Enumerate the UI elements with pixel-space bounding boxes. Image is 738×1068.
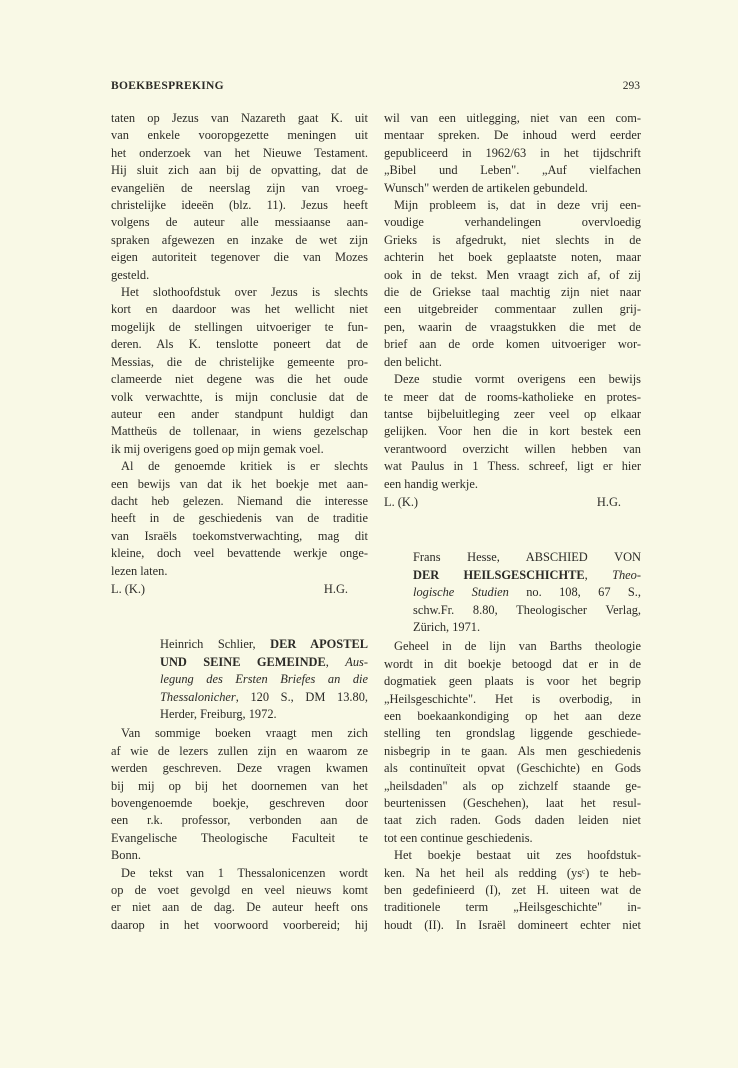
review-signature xyxy=(384,494,641,511)
text-line: deren. Als K. tenslotte poneert dat de xyxy=(111,337,368,352)
text-line: het onderzoek van het Nieuwe Testament. xyxy=(111,145,368,160)
text-line: „Bibel und Leben". „Auf vielfachen xyxy=(384,163,641,178)
citation-line xyxy=(413,584,641,601)
citation-text: schw.Fr. 8.80, Theologischer Verlag, xyxy=(413,602,641,617)
text-line: een r.k. professor, verbonden aan de xyxy=(111,813,368,828)
citation-text: Frans Hesse, ABSCHIED VON xyxy=(413,550,641,565)
text-line: christelijke ideeën (blz. 11). Jezus heeft xyxy=(111,198,368,213)
text-line: gelijken. Voor hen die in kort bestek een xyxy=(384,424,641,439)
text-line: voudige verhandelingen overvloedig xyxy=(384,215,641,230)
paragraph xyxy=(111,110,368,284)
text-line: Evangelische Theologische Faculteit te xyxy=(111,830,368,845)
citation-line xyxy=(413,619,641,636)
paragraph xyxy=(384,110,641,197)
paragraph xyxy=(111,458,368,580)
text-line: houdt (II). In Israël domineert echter niet xyxy=(384,917,641,932)
text-line: De tekst van 1 Thessalonicenzen wordt xyxy=(121,865,368,880)
citation-subtitle: logische Studien xyxy=(413,585,509,600)
text-line: Grieks is afgedrukt, niet slechts in de xyxy=(384,232,641,247)
text-line: Van sommige boeken vraagt men zich xyxy=(121,726,368,741)
text-line: gepubliceerd in 1962/63 in het tijdschrift xyxy=(384,145,641,160)
citation-line xyxy=(160,654,368,671)
text-line: Messias, die de christelijke gemeente pro- xyxy=(111,354,368,369)
citation-line xyxy=(160,706,368,723)
citation-line xyxy=(413,567,641,584)
text-line: daarop in het voorwoord voorbereid; hij xyxy=(111,917,368,932)
text-line: van enkele vooropgezette meningen uit xyxy=(111,128,368,143)
citation-subtitle: Theo- xyxy=(612,567,641,582)
text-line: taat zich raden. Gods daden leiden niet xyxy=(384,813,641,828)
text-line: evangeliën de neerslag zijn van vroeg- xyxy=(111,180,368,195)
text-line: nisbegrip in te gaan. Als men geschiedenis xyxy=(384,743,641,758)
text-line: Wunsch" werden de artikelen gebundeld. xyxy=(384,180,588,195)
text-line: „Heilsgeschichte". Het is overbodig, in xyxy=(384,691,641,706)
page-number: 293 xyxy=(622,80,640,92)
text-line: Het boekje bestaat uit zes hoofdstuk- xyxy=(394,848,641,863)
paragraph xyxy=(384,638,641,847)
text-line: volk verwachtte, is mijn conclusie dat de xyxy=(111,389,368,404)
running-header xyxy=(111,80,640,96)
citation-line xyxy=(160,689,368,706)
citation-line xyxy=(413,602,641,619)
text-line: van Israëls toekomstverwachting, mag dit xyxy=(111,528,368,543)
text-line: ik mij overigens goed op mijn gemak voel. xyxy=(111,441,324,456)
paragraph xyxy=(384,847,641,934)
text-line: lezen laten. xyxy=(111,563,168,578)
book-citation-heading xyxy=(413,549,641,636)
text-line: kort en daardoor was het wellicht niet xyxy=(111,302,368,317)
text-line: ook in de tekst. Men vraagt zich af, of zij xyxy=(384,267,641,282)
review-signature xyxy=(111,581,368,598)
citation-title: DER HEILSGESCHICHTE xyxy=(413,567,585,582)
text-line: Het slothoofdstuk over Jezus is slechts xyxy=(121,285,368,300)
citation-line xyxy=(160,671,368,688)
reviewed-by-initials: L. (K.) xyxy=(111,581,146,596)
text-line: die de Griekse taal machtig zijn niet naar xyxy=(384,285,641,300)
text-line: den belicht. xyxy=(384,354,442,369)
citation-text: Herder, Freiburg, 1972. xyxy=(160,707,277,721)
citation-subtitle: Aus- xyxy=(345,654,368,669)
right-column xyxy=(384,110,641,934)
text-line: dacht heb gelezen. Niemand die interesse xyxy=(111,493,368,508)
paragraph xyxy=(111,725,368,864)
text-line: Mattheüs de tollenaar, in wiens gezelschap xyxy=(111,424,368,439)
citation-text: , 120 S., DM 13.80, xyxy=(235,689,368,704)
text-line: ken. Na het heil als redding (ysᶜ) te heb- xyxy=(384,865,641,880)
text-line: Mijn probleem is, dat in deze vrij een- xyxy=(394,198,641,213)
text-line: te meer dat de rooms-katholieke en protes- xyxy=(384,389,641,404)
citation-title: UND SEINE GEMEINDE xyxy=(160,654,326,669)
text-line: als continuïteit opvat (Geschichte) en Gods xyxy=(384,761,641,776)
text-line: werden geschreven. Deze vragen kwamen xyxy=(111,761,368,776)
reviewer-initials: H.G. xyxy=(596,494,621,509)
text-line: eigen autoriteit tegenover die van Mozes xyxy=(111,250,368,265)
text-line: achterin het boek geplaatste noten, maar xyxy=(384,250,641,265)
text-line: tot een continue geschiedenis. xyxy=(384,830,533,845)
citation-text: Zürich, 1971. xyxy=(413,619,481,634)
text-line: een bewijs van dat ik het boekje met aan- xyxy=(111,476,368,491)
left-column xyxy=(111,110,368,934)
citation-text: no. 108, 67 S., xyxy=(508,585,641,600)
text-line: beurtenissen (Geschehen), laat het resul- xyxy=(384,796,641,811)
text-line: mentaar spreken. De inhoud werd eerder xyxy=(384,128,641,143)
citation-title: DER APOSTEL xyxy=(270,637,368,652)
text-line: taten op Jezus van Nazareth gaat K. uit xyxy=(111,111,368,125)
reviewed-by-initials: L. (K.) xyxy=(384,494,419,509)
paragraph xyxy=(111,865,368,935)
text-line: gesteld. xyxy=(111,267,150,282)
text-line: wordt in dit boekje betoogd dat er in de xyxy=(384,656,641,671)
text-line: volgens de auteur alle messiaanse aan- xyxy=(111,215,368,230)
text-line: traditionele term „Heilsgeschichte" in- xyxy=(384,900,641,915)
text-line: Bonn. xyxy=(111,848,141,863)
text-line: wat Paulus in 1 Thess. schreef, ligt er hier xyxy=(384,459,641,474)
text-line: spraken afgewezen en inzake de wet zijn xyxy=(111,232,368,247)
text-line: mogelijk de stellingen uitvoeriger te fun- xyxy=(111,319,368,334)
text-line: ben gedefinieerd (I), zet H. uiteen wat de xyxy=(384,883,641,898)
text-line: heeft in de geschiedenis van de traditie xyxy=(111,511,368,526)
book-citation-heading xyxy=(160,636,368,723)
text-line: een handig werkje. xyxy=(384,476,478,491)
text-line: bovengenoemde boekje, geschreven door xyxy=(111,796,368,811)
text-line: auteur een ander standpunt huldigt dan xyxy=(111,406,368,421)
text-line: pen, waarin de vraagstukken die met de xyxy=(384,319,641,334)
text-line: tantse bijbeluitleging zeer veel op elkaar xyxy=(384,406,641,421)
citation-text: Heinrich Schlier, xyxy=(160,637,271,652)
text-line: clameerde niet degene was die het oude xyxy=(111,372,368,387)
text-line: stelling ten grondslag liggende geschiede- xyxy=(384,726,641,741)
text-line: Hij sluit zich aan bij de opvatting, dat de xyxy=(111,163,368,178)
text-line: op de voet gevolgd en veel nieuws komt xyxy=(111,883,368,898)
text-line: brief aan de orde komen uitvoeriger wor- xyxy=(384,337,641,352)
section-title: BOEKBESPREKING xyxy=(111,80,224,92)
text-line: wil van een uitlegging, niet van een com- xyxy=(384,111,641,125)
text-line: een uitgebreider commentaar zullen grij- xyxy=(384,302,641,317)
citation-subtitle: legung des Ersten Briefes an die xyxy=(160,672,368,687)
text-line: er niet aan de dag. De auteur heeft ons xyxy=(111,900,368,915)
reviewer-initials: H.G. xyxy=(323,581,348,596)
text-line: „heilsdaden" als op zichzelf staande ge- xyxy=(384,778,641,793)
text-line: Deze studie vormt overigens een bewijs xyxy=(394,372,641,387)
text-line: Al de genoemde kritiek is er slechts xyxy=(121,459,368,474)
text-line: dogmatiek geen plaats is voor het begrip xyxy=(384,674,641,689)
paragraph xyxy=(111,284,368,458)
citation-subtitle: Thessalonicher xyxy=(160,689,236,704)
citation-line xyxy=(160,636,368,653)
citation-line xyxy=(413,549,641,566)
text-line: kleine, doch veel bevattende werkje onge- xyxy=(111,546,368,561)
text-line: af wie de lezers zullen zijn en waarom ze xyxy=(111,743,368,758)
paragraph xyxy=(384,197,641,371)
citation-text: , xyxy=(325,654,346,669)
text-line: verantwoord overzicht willen hebben van xyxy=(384,441,641,456)
citation-text: , xyxy=(584,567,613,582)
text-line: Geheel in de lijn van Barths theologie xyxy=(394,639,641,654)
text-line: een boekaankondiging op het aan deze xyxy=(384,709,641,723)
text-line: bij mij op bij het doornemen van het xyxy=(111,778,368,793)
paragraph xyxy=(384,371,641,493)
